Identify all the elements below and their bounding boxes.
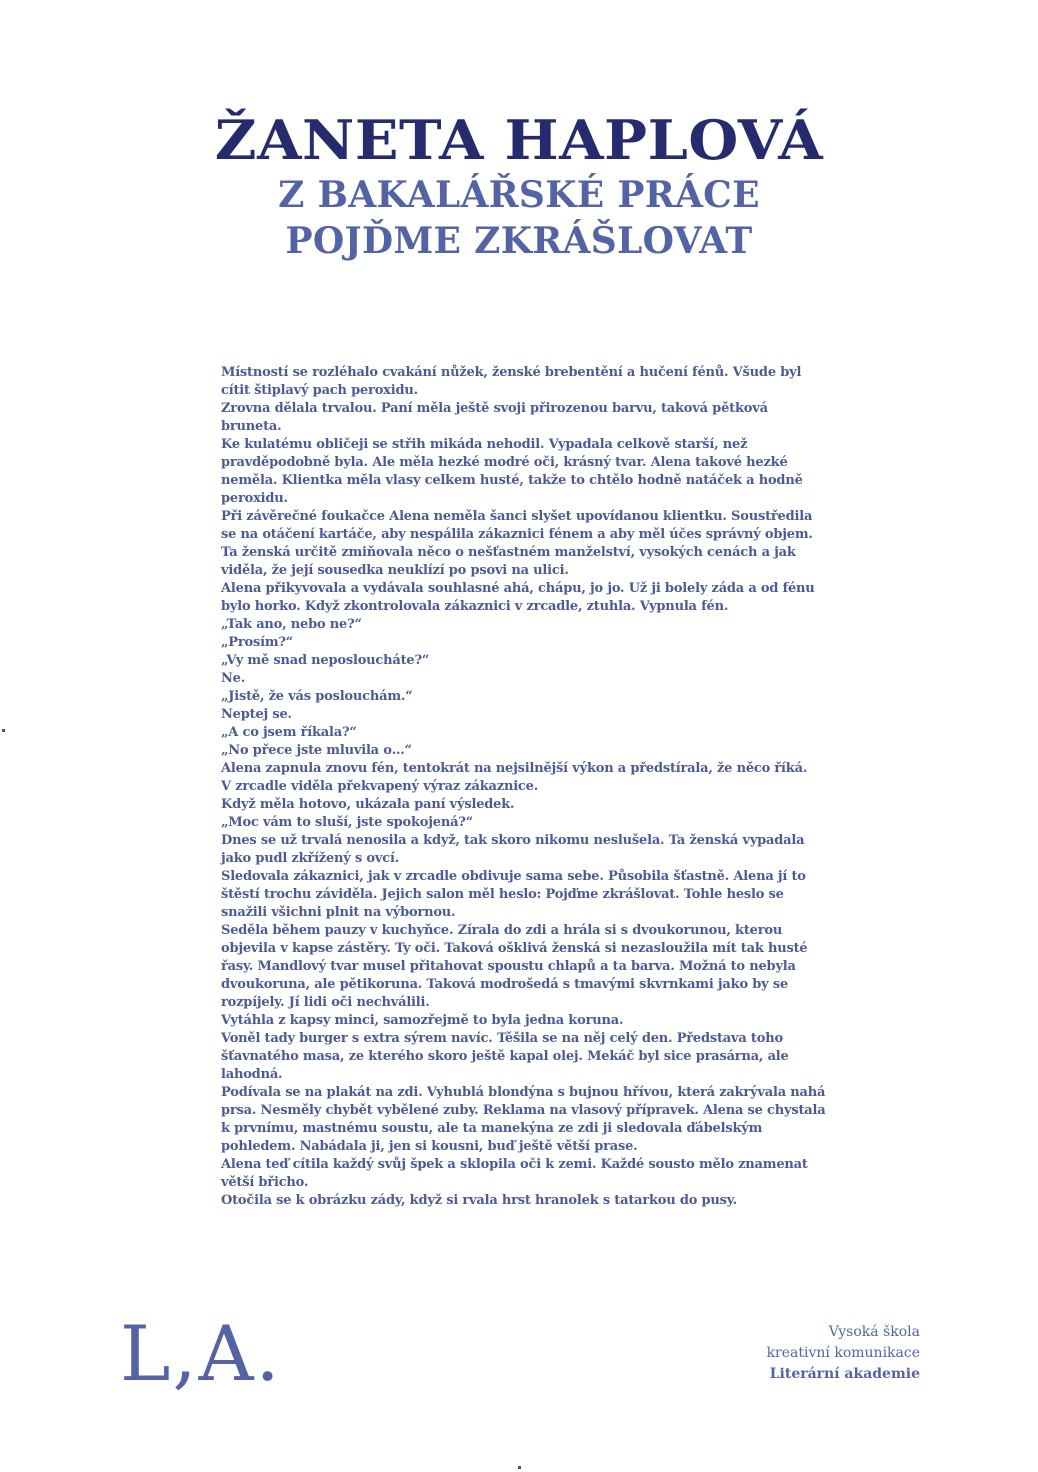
paragraph: „No přece jste mluvila o…“: [221, 743, 412, 758]
paragraph: Zrovna dělala trvalou. Paní měla ještě svoji přirozenou barvu, taková pětková bruneta.: [221, 401, 768, 434]
la-logo: L,A.: [120, 1309, 282, 1398]
crop-mark: [518, 1466, 521, 1469]
paragraph: Když měla hotovo, ukázala paní výsledek.: [221, 797, 515, 812]
school-name: [767, 1322, 920, 1385]
school-line-1: Vysoká škola: [828, 1324, 920, 1340]
paragraph: Alena teď cítila každý svůj špek a sklopila oči k zemi. Každé sousto mělo znamenat větší břicho.: [221, 1157, 808, 1190]
subtitle-line-1: Z BAKALÁŘSKÉ PRÁCE: [278, 174, 760, 216]
paragraph: Otočila se k obrázku zády, když si rvala hrst hranolek s tatarkou do pusy.: [221, 1193, 737, 1208]
paragraph: „A co jsem říkala?“: [221, 725, 357, 740]
paragraph: „Prosím?“: [221, 635, 294, 650]
paragraph: Seděla během pauzy v kuchyňce. Zírala do zdi a hrála si s dvoukorunou, kterou objevila v kapse zástěry. Ty oči. Taková ošklivá ženská si nezasloužila mít tak husté řasy. Mandlový tvar musel přitahovat spoustu chlapů a ta barva. Možná to nebyla dvoukoruna, ale pětikoruna. Taková modrošedá s tmavými skvrnkami jako by se rozpíjely. Jí lidi oči nechválili.: [221, 923, 808, 1010]
paragraph: Alena zapnula znovu fén, tentokrát na nejsilnější výkon a předstírala, že něco říká.: [221, 761, 808, 776]
story-text: [221, 364, 831, 1210]
paragraph: Při závěrečné foukačce Alena neměla šanci slyšet upovídanou klientku. Soustředila se na otáčení kartáče, aby nespálila zákaznici fénem a aby měl účes správný objem. Ta ženská určitě zmiňovala něco o nešťastném manželství, vysokých cenách a jak viděla, že její sousedka neuklízí po psovi na ulici.: [221, 509, 813, 578]
paragraph: Dnes se už trvalá nenosila a když, tak skoro nikomu neslušela. Ta ženská vypadala jako pudl zkřížený s ovcí.: [221, 833, 805, 866]
paragraph: „Moc vám to sluší, jste spokojená?“: [221, 815, 473, 830]
paragraph: „Jistě, že vás poslouchám.“: [221, 689, 413, 704]
crop-mark: [2, 729, 5, 732]
header: [0, 108, 1038, 264]
paragraph: „Vy mě snad neposloucháte?“: [221, 653, 430, 668]
paragraph: Sledovala zákaznici, jak v zrcadle obdivuje sama sebe. Působila šťastně. Alena jí to štěstí trochu záviděla. Jejich salon měl heslo: Pojďme zkrášlovat. Tohle heslo se snažili všichni plnit na výbornou.: [221, 869, 806, 920]
subtitle-line-2: POJĎME ZKRÁŠLOVAT: [285, 220, 753, 262]
paragraph: Vytáhla z kapsy minci, samozřejmě to byla jedna koruna.: [221, 1013, 624, 1028]
paragraph: Alena přikyvovala a vydávala souhlasné ahá, chápu, jo jo. Už ji bolely záda a od fénu bylo horko. Když zkontrolovala zákaznici v zrcadle, ztuhla. Vypnula fén.: [221, 581, 815, 614]
paragraph: Podívala se na plakát na zdi. Vyhublá blondýna s bujnou hřívou, která zakrývala nahá prsa. Nesměly chybět vybělené zuby. Reklama na vlasový přípravek. Alena se chystala k prvnímu, mastnému soustu, ale ta manekýna ze zdi ji sledovala ďábelským pohledem. Nabádala ji, jen si kousni, buď ještě větší prase.: [221, 1085, 826, 1154]
paragraph: Ke kulatému obličeji se střih mikáda nehodil. Vypadala celkově starší, než pravděpodobně byla. Ale měla hezké modré oči, krásný tvar. Alena takové hezké neměla. Klientka měla vlasy celkem husté, takže to chtělo hodně natáček a hodně peroxidu.: [221, 437, 803, 506]
paragraph: Voněl tady burger s extra sýrem navíc. Těšila se na něj celý den. Představa toho šťavnatého masa, ze kterého skoro ještě kapal olej. Mekáč byl sice prasárna, ale lahodná.: [221, 1031, 789, 1082]
paragraph: Místností se rozléhalo cvakání nůžek, ženské brebentění a hučení fénů. Všude byl cítit štiplavý pach peroxidu.: [221, 365, 802, 398]
paragraph: „Tak ano, nebo ne?“: [221, 617, 362, 632]
school-line-2: kreativní komunikace: [766, 1345, 920, 1361]
paragraph: Neptej se.: [221, 707, 292, 722]
school-line-3: Literární akademie: [769, 1366, 920, 1382]
paragraph: Ne.: [221, 671, 246, 686]
paragraph: V zrcadle viděla překvapený výraz zákaznice.: [221, 779, 539, 794]
author-name: ŽANETA HAPLOVÁ: [214, 108, 824, 172]
